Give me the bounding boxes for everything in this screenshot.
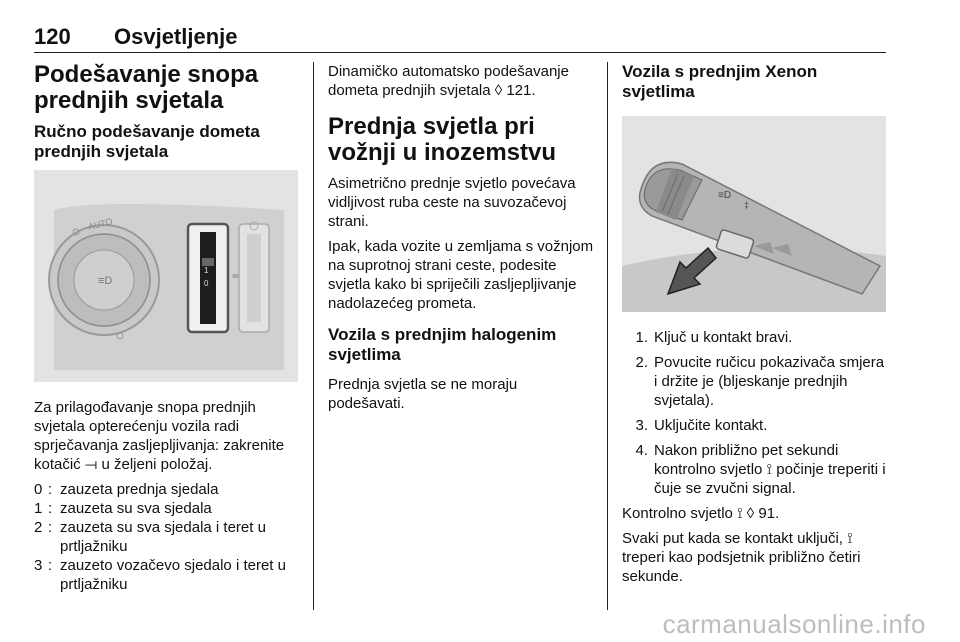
svg-text:≡D: ≡D xyxy=(718,190,732,201)
paragraph: Ipak, kada vozite u zemljama s vožnjom na suprotnoj strani ceste, podesite svjetla kako bi spriječili zasljepljivanje nadolazećeg prometa. xyxy=(328,238,594,312)
section-subtitle: Vozila s prednjim halogenim svjetlima xyxy=(328,325,557,364)
page-number: 120 xyxy=(34,24,71,49)
column-divider xyxy=(607,62,608,610)
instruction-paragraph: Za prilagođavanje snopa prednjih svjetala opterećenju vozila radi sprječavanja zasljepljivanja: zakrenite kotačić ⟞ u željeni položaj. xyxy=(34,399,285,473)
intro-paragraph: Dinamičko automatsko podešavanje dometa prednjih svjetala ◊ 121. xyxy=(328,63,569,99)
list-item: 4. Nakon približno pet sekundi kontrolno svjetlo ⟟ počinje treperiti i čuje se zvučni signal. xyxy=(635,442,886,497)
paragraph: Prednja svjetla se ne moraju podešavati. xyxy=(328,376,518,412)
chapter-title: Osvjetljenje xyxy=(114,24,238,49)
auto-label: AUTO xyxy=(87,216,114,232)
list-item: 1 : zauzeta su sva sjedala xyxy=(34,500,212,517)
list-item: 2. Povucite ručicu pokazivača smjera i držite je (bljeskanje prednjih svjetala). xyxy=(635,354,885,409)
paragraph: Asimetrično prednje svjetlo povećava vidljivost ruba ceste na suvozačevoj strani. xyxy=(328,175,576,230)
paragraph: Kontrolno svjetlo ⟟ ◊ 91. xyxy=(622,505,780,522)
light-switch-figure xyxy=(34,170,298,382)
wheel-mark-0: 0 xyxy=(204,279,209,288)
list-item: 2 : zauzeta su sva sjedala i teret u prtljažniku xyxy=(34,519,266,555)
list-item: 3. Uključite kontakt. xyxy=(635,417,768,434)
indicator-stalk-figure xyxy=(622,116,886,312)
column-1 xyxy=(34,62,300,600)
page-header xyxy=(34,22,886,53)
section-title: Prednja svjetla pri vožnji u inozemstvu xyxy=(328,113,557,166)
xenon-steps-list xyxy=(622,328,888,498)
section-title: Podešavanje snopa prednjih svjetala xyxy=(34,61,259,114)
list-item: 1. Ključ u kontakt bravi. xyxy=(635,329,793,346)
list-item: 3 : zauzeto vozačevo sjedalo i teret u prtljažniku xyxy=(34,557,286,593)
load-position-list xyxy=(34,480,300,594)
section-subtitle: Ručno podešavanje dometa prednjih svjetala xyxy=(34,122,260,161)
svg-text:≡D: ≡D xyxy=(98,275,113,287)
paragraph: Svaki put kada se kontakt uključi, ⟟ treperi kao podsjetnik približno četiri sekunde. xyxy=(622,530,861,585)
column-divider xyxy=(313,62,314,610)
column-2 xyxy=(328,62,594,419)
wheel-mark-1: 1 xyxy=(204,266,209,275)
svg-text:‡: ‡ xyxy=(744,200,750,210)
watermark: carmanualsonline.info xyxy=(662,609,926,639)
list-item: 0 : zauzeta prednja sjedala xyxy=(34,481,219,498)
column-3 xyxy=(622,62,888,592)
section-subtitle: Vozila s prednjim Xenon svjetlima xyxy=(622,62,818,101)
